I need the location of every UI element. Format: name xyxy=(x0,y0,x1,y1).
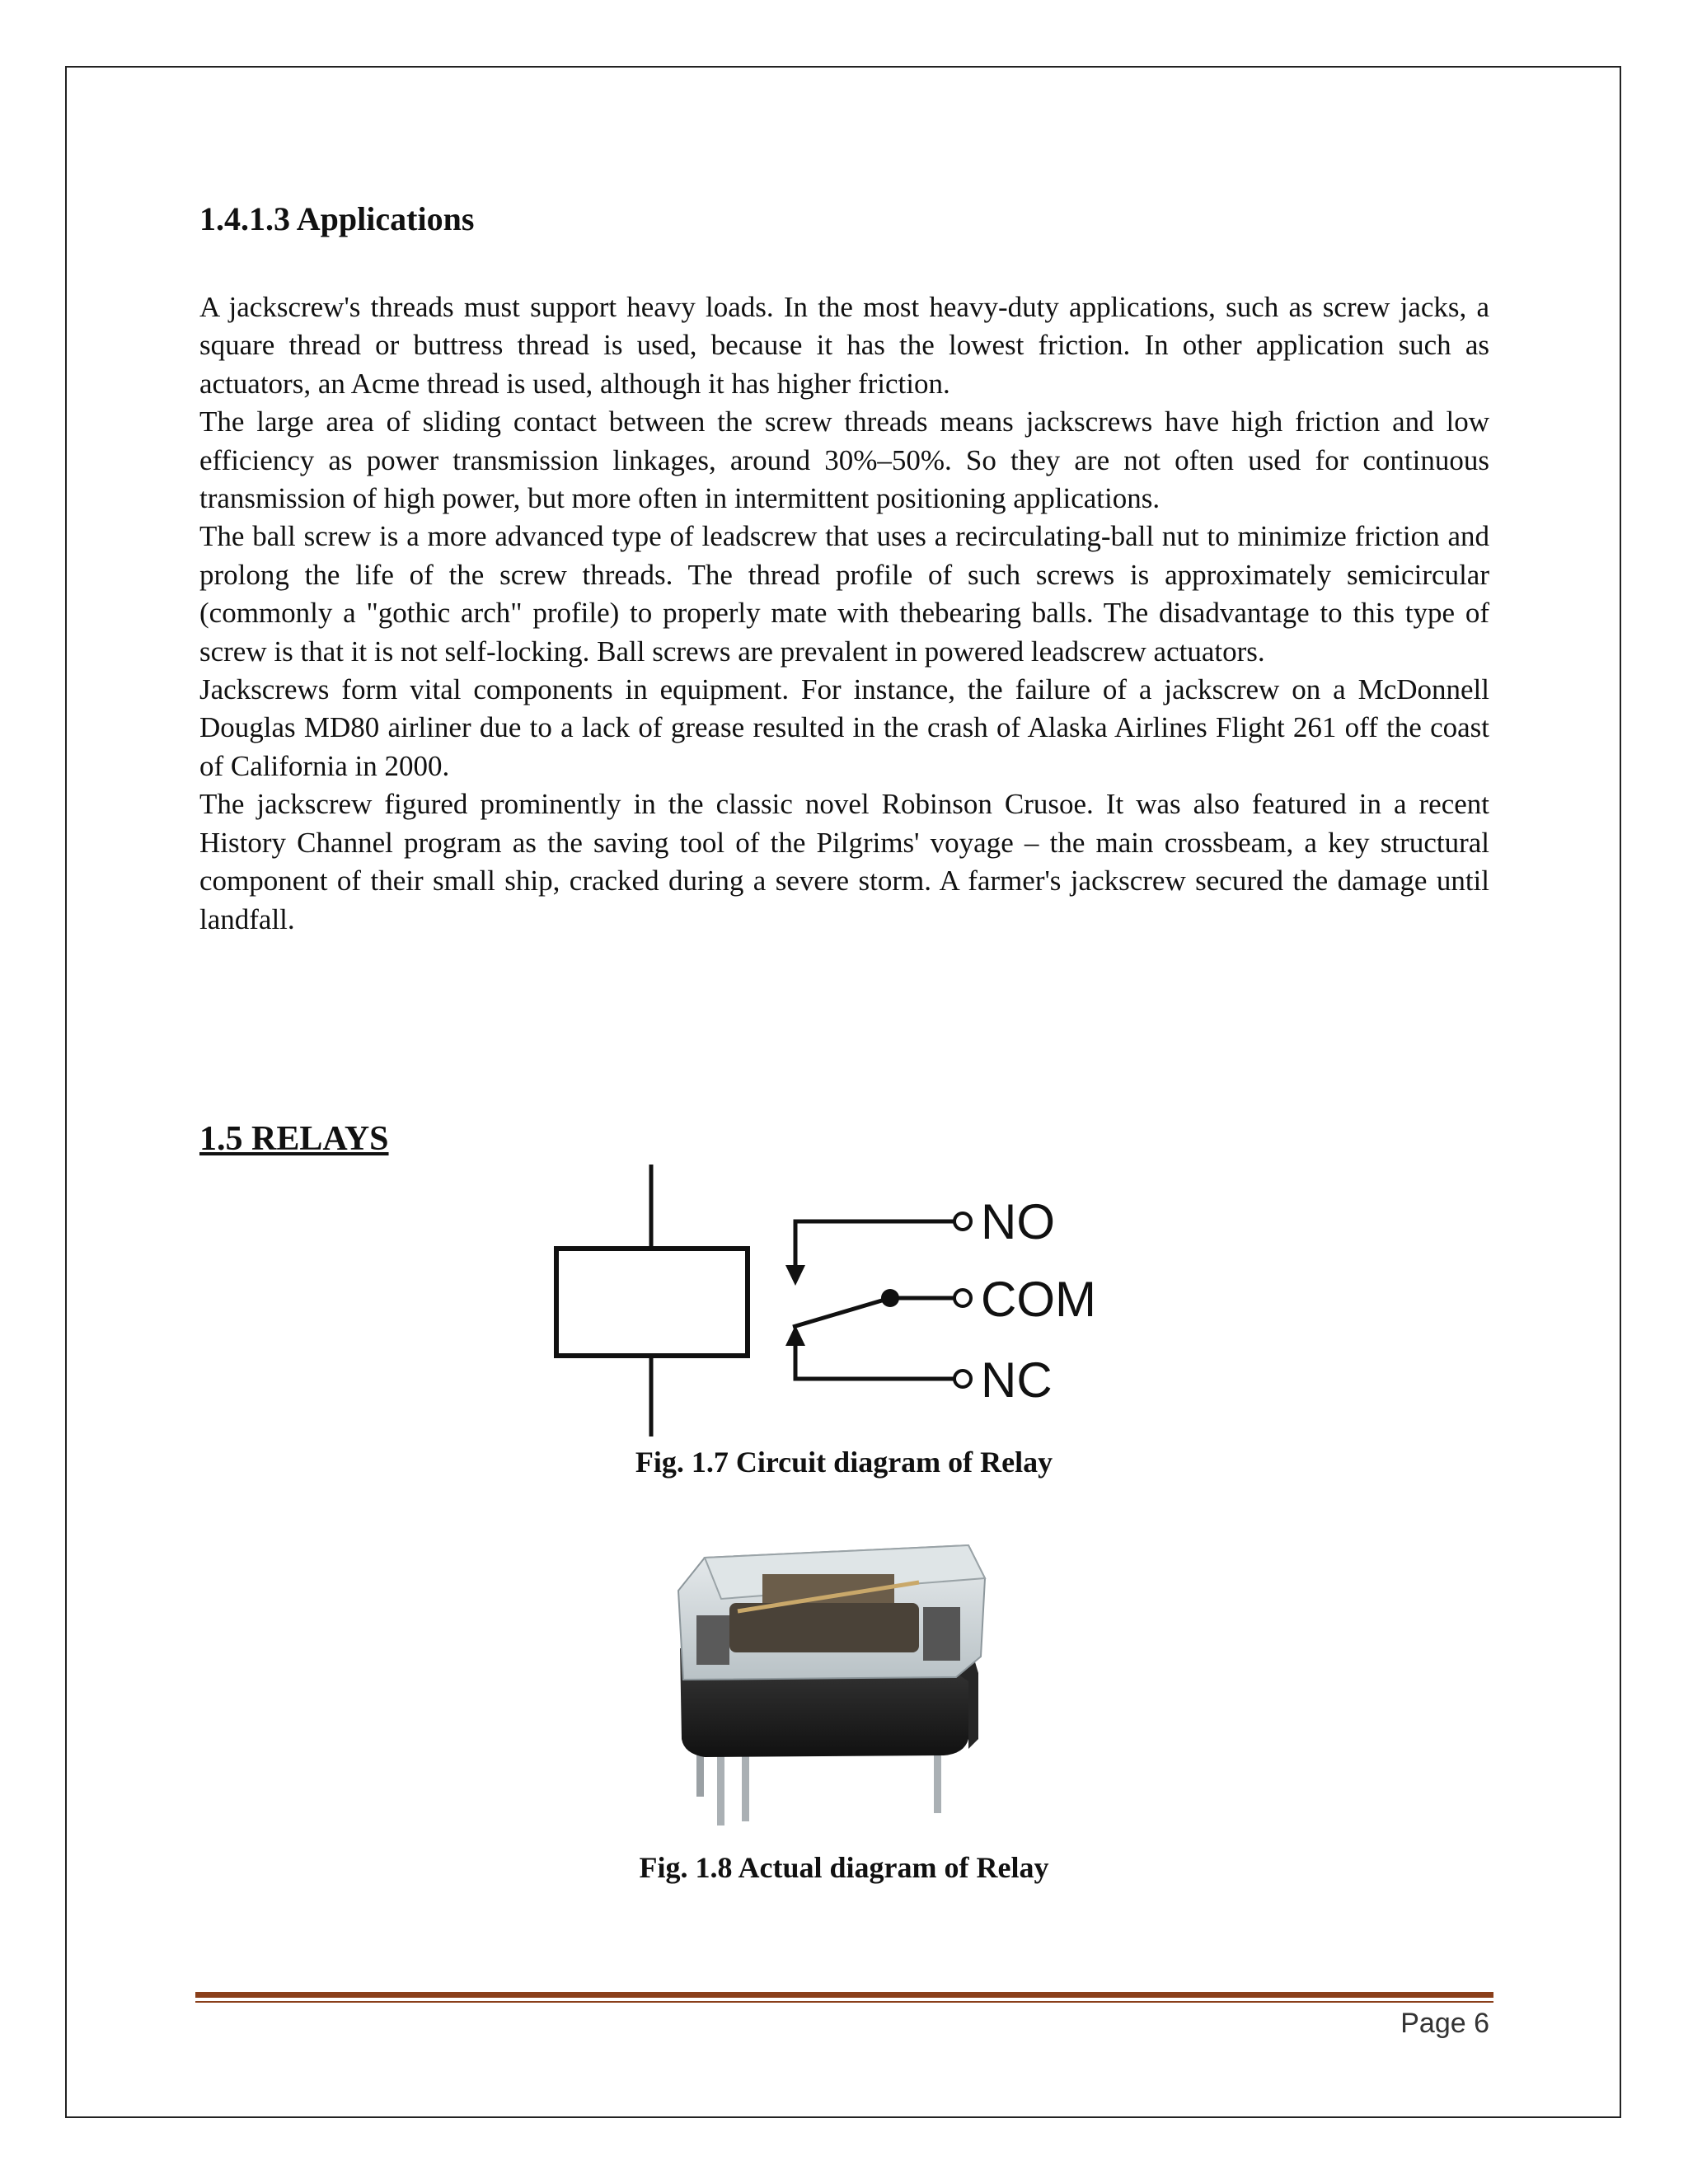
com-label: COM xyxy=(981,1272,1096,1327)
paragraph: The large area of sliding contact between the screw threads means jackscrews have high friction and low efficiency as power transmission linkages, around 30%–50%. So they are not often used for continuous transmission of high power, but more often in intermittent positioning applications. xyxy=(199,405,1489,515)
relay-photo xyxy=(672,1533,1001,1830)
coil-box xyxy=(556,1249,748,1356)
no-terminal xyxy=(954,1213,971,1230)
section-heading: 1.4.1.3 Applications xyxy=(199,200,475,237)
body-text xyxy=(199,288,1489,939)
no-arrow xyxy=(785,1265,805,1286)
relay-circuit-diagram xyxy=(544,1158,1121,1442)
page-number: Page 6 xyxy=(1400,2008,1489,2039)
figure-caption-photo: Fig. 1.8 Actual diagram of Relay xyxy=(639,1851,1049,1884)
footer-rule xyxy=(195,1992,1493,1998)
paragraph: The jackscrew figured prominently in the classic novel Robinson Crusoe. It was also featured in a recent History Channel program as the saving tool of the Pilgrims' voyage – the main crossbeam, a key structural component of their small ship, cracked during a severe storm. A farmer's jackscrew secured the damage until landfall. xyxy=(199,788,1489,935)
footer-rule-thin xyxy=(195,2001,1493,2003)
figure-caption-circuit: Fig. 1.7 Circuit diagram of Relay xyxy=(635,1446,1053,1479)
no-label: NO xyxy=(981,1194,1055,1249)
com-armature xyxy=(793,1298,890,1327)
relays-heading: 1.5 RELAYS xyxy=(199,1120,389,1158)
relay-pin xyxy=(717,1747,724,1825)
paragraph: A jackscrew's threads must support heavy loads. In the most heavy-duty applications, such as screw jacks, a square thread or buttress thread is used, because it has the lowest friction. In other application such as actuators, an Acme thread is used, although it has higher friction. xyxy=(199,291,1489,400)
com-pivot xyxy=(881,1289,899,1307)
relay-pin xyxy=(742,1747,749,1821)
nc-label: NC xyxy=(981,1352,1053,1408)
paragraph: Jackscrews form vital components in equipment. For instance, the failure of a jackscrew on a McDonnell Douglas MD80 airliner due to a lack of grease resulted in the crash of Alaska Airlines Flight 261 off the coast of California in 2000. xyxy=(199,673,1489,782)
com-terminal xyxy=(954,1290,971,1306)
nc-contact-line xyxy=(795,1343,954,1379)
nc-arrow xyxy=(785,1325,805,1346)
nc-terminal xyxy=(954,1371,971,1387)
relay-core xyxy=(923,1607,960,1661)
relay-core xyxy=(696,1615,729,1665)
paragraph: The ball screw is a more advanced type of leadscrew that uses a recirculating-ball nut to minimize friction and prolong the life of the screw threads. The thread profile of such screws is approximately semicircular (commonly a "gothic arch" profile) to properly mate with thebearing balls. The disadvantage to this type of screw is that it is not self-locking. Ball screws are prevalent in powered leadscrew actuators. xyxy=(199,520,1489,668)
no-contact-line xyxy=(795,1221,954,1269)
relay-coil xyxy=(729,1603,919,1652)
